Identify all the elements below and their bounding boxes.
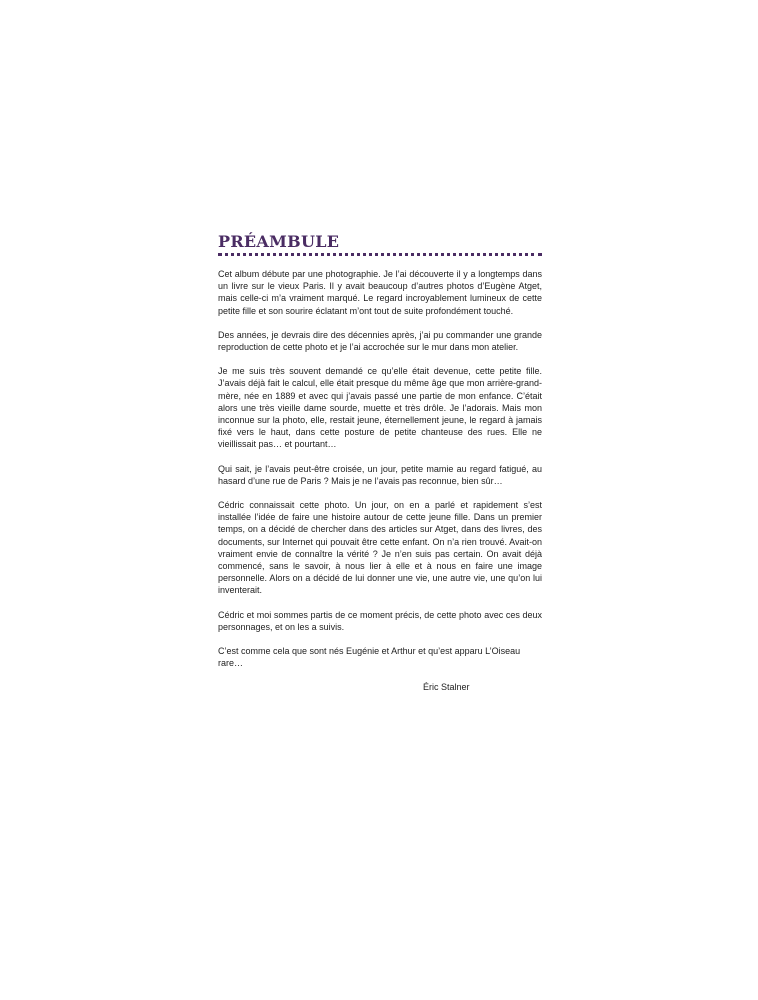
page-title: PRÉAMBULE	[218, 232, 340, 251]
paragraph-6: Cédric et moi sommes partis de ce moment précis, de cette photo avec ces deux personnages, et on les a suivis.	[218, 609, 542, 632]
preface-page	[218, 233, 542, 693]
paragraph-7: C’est comme cela que sont nés Eugénie et Arthur et qu’est apparu L’Oiseau rare…	[218, 646, 521, 669]
dotted-divider	[218, 253, 542, 256]
paragraph-1: Cet album débute par une photographie. Je l’ai découverte il y a longtemps dans un livre sur le vieux Paris. Il y avait beaucoup d’autres photos d’Eugène Atget, mais celle-ci m’a vraiment marqué. Le regard incroyablement lumineux de cette petite fille et son sourire éclatant m’ont tout de suite profondément touché.	[218, 269, 542, 316]
paragraph-2: Des années, je devrais dire des décennies après, j’ai pu commander une grande reproduction de cette photo et je l’ai accrochée sur le mur dans mon atelier.	[218, 329, 542, 353]
paragraph-4: Qui sait, je l’avais peut-être croisée, un jour, petite mamie au regard fatigué, au hasard d’une rue de Paris ? Mais je ne l’avais pas reconnue, bien sûr…	[218, 463, 542, 486]
paragraph-3: Je me suis très souvent demandé ce qu’elle était devenue, cette petite fille. J’avais déjà fait le calcul, elle était presque du même âge que mon arrière-grand-mère, née en 1889 et avec qui j’avais passé une partie de mon enfance. C’était alors une très vieille dame sourde, muette et très drôle. Je l’adorais. Mais mon inconnue sur la photo, elle, restait jeune, éternellement jeune, le regard à jamais fixé vers le haut, dans cette posture de petite chanteuse des rues. Elle ne vieillissait pas… et pourtant…	[218, 366, 542, 450]
author-signature: Éric Stalner	[423, 682, 470, 693]
paragraph-5: Cédric connaissait cette photo. Un jour, on en a parlé et rapidement s’est installée l’idée de faire une histoire autour de cette jeune fille. Dans un premier temps, on a décidé de chercher dans des articles sur Atget, dans des livres, des documents, sur Internet qui pouvait être cette enfant. On n’a rien trouvé. Avait-on vraiment envie de connaître la vérité ? Je n’en suis pas certain. On avait déjà commencé, sans le savoir, à nous lier à elle et à nous en faire une image personnelle. Alors on a décidé de lui donner une vie, une autre vie, une qu’on lui inventerait.	[218, 500, 542, 596]
